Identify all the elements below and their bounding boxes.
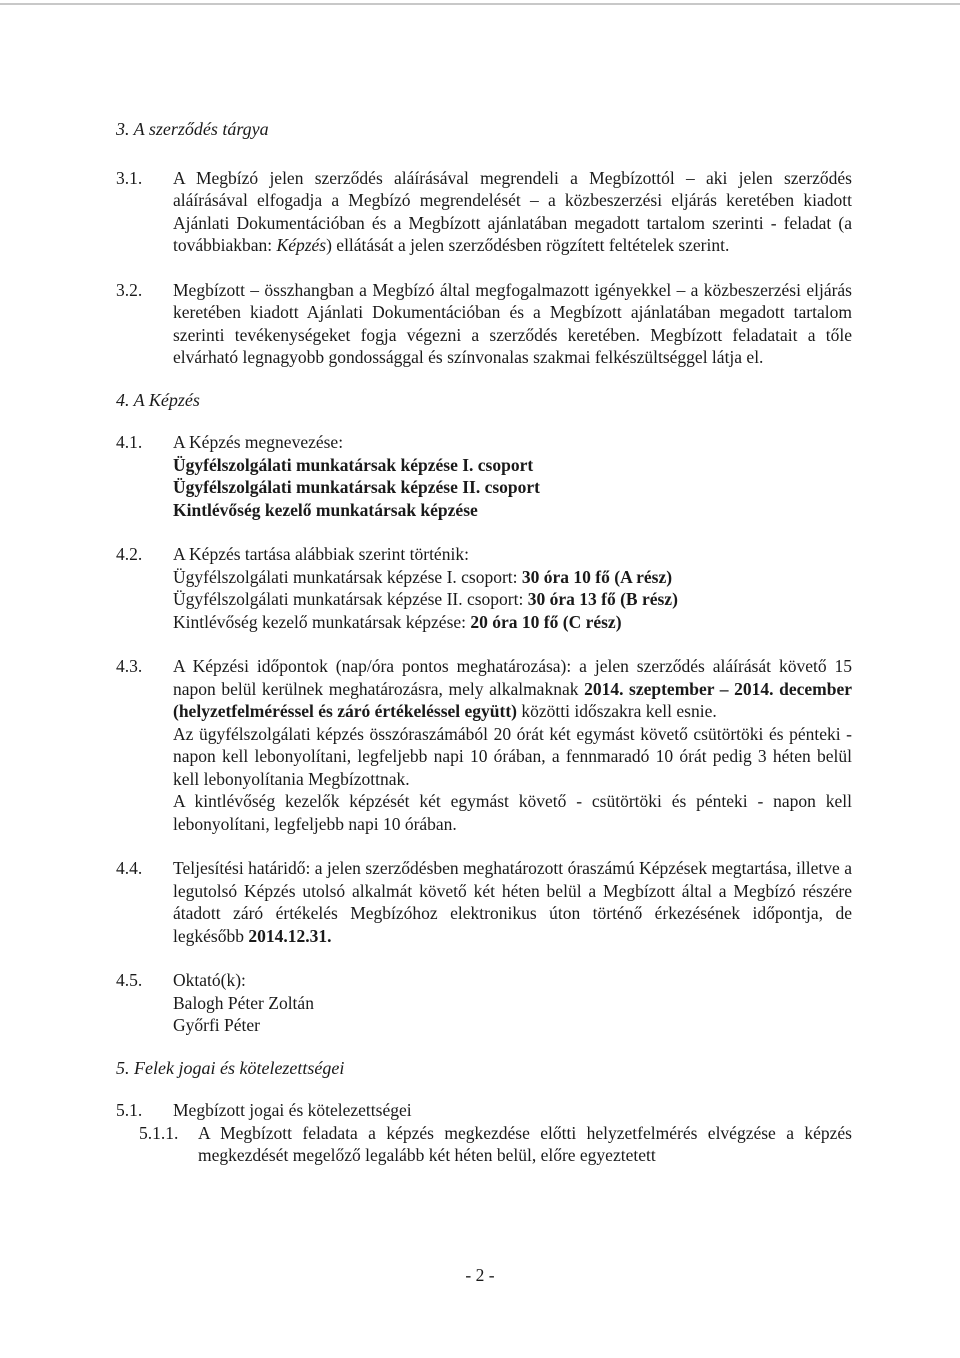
clause-number: 3.2. bbox=[116, 279, 143, 300]
clause-5-1 bbox=[116, 1099, 852, 1122]
clause-4-5 bbox=[116, 969, 852, 1037]
top-border-line bbox=[0, 3, 960, 5]
clause-intro: A Képzés tartása alábbiak szerint történik: bbox=[173, 544, 469, 564]
clause-number: 5.1.1. bbox=[139, 1122, 179, 1143]
clause-text: Megbízott – összhangban a Megbízó által megfogalmazott igényekkel – a közbeszerzési eljárás keretében kiadott Ajánlati Dokumentációban és a Megbízott ajánlatában megadott tartalom szerinti tevékenységeket fogja végezni a szerződés keretében. Megbízott feladatait a tőle elvárható legnagyobb gondossággal és színvonalas szakmai felkészültséggel látja el. bbox=[173, 279, 852, 367]
clause-text: A Képzési időpontok (nap/óra pontos meghatározása): a jelen szerződés aláírását követő 15 napon belül kerülnek meghatározásra, mely alkalmaknak 2014. szeptember – 2014. december (helyzetfelméréssel és záró értékeléssel együtt) közötti időszakra kell esnie. bbox=[173, 656, 852, 721]
clause-number: 4.3. bbox=[116, 656, 143, 676]
schedule-row-b: Ügyfélszolgálati munkatársak képzése II. csoport: 30 óra 13 fő (B rész) bbox=[173, 589, 678, 609]
section-3-title: 3. A szerződés tárgya bbox=[116, 119, 269, 139]
document-page bbox=[116, 118, 852, 1167]
clause-number: 4.4. bbox=[116, 858, 143, 878]
page-number: - 2 - bbox=[465, 1265, 495, 1285]
clause-number: 3.1. bbox=[116, 167, 143, 188]
clause-intro: A Képzés megnevezése: bbox=[173, 432, 344, 452]
schedule-row-c: Kintlévőség kezelő munkatársak képzése: 20 óra 10 fő (C rész) bbox=[173, 611, 622, 632]
clause-3-1 bbox=[116, 167, 852, 257]
clause-number: 4.5. bbox=[116, 970, 143, 990]
clause-text: Megbízott jogai és kötelezettségei bbox=[173, 1100, 412, 1120]
training-name-1: Ügyfélszolgálati munkatársak képzése I. csoport bbox=[173, 454, 534, 475]
clause-4-2 bbox=[116, 543, 852, 633]
training-name-2: Ügyfélszolgálati munkatársak képzése II. csoport bbox=[173, 477, 540, 497]
clause-text: A Megbízott feladata a képzés megkezdése előtti helyzetfelmérés elvégzése a képzés megkezdését megelőző legalább két héten belül, előre egyeztetett bbox=[198, 1122, 852, 1165]
period-dates: 2014. szeptember – 2014. december (helyzetfelméréssel és záró értékeléssel együtt) bbox=[173, 678, 852, 721]
term-kepzes: Képzés bbox=[276, 235, 327, 255]
instructor-2: Győrfi Péter bbox=[173, 1015, 260, 1035]
clause-5-1-1 bbox=[116, 1122, 852, 1167]
section-4-title: 4. A Képzés bbox=[116, 389, 200, 410]
clause-4-1 bbox=[116, 431, 852, 521]
clause-text: A Megbízó jelen szerződés aláírásával megrendeli a Megbízottól – aki jelen szerződés aláírásával elfogadja a Megbízó megrendelését – a közbeszerzési eljárás keretében kiadott Ajánlati Dokumentációban és a Megbízott ajánlatában megadott tartalom szerinti - feladat (a továbbiakban: Képzés) ellátását a jelen szerződésben rögzített feltételek szerint. bbox=[173, 167, 852, 255]
clause-number: 4.1. bbox=[116, 432, 143, 452]
clause-4-4 bbox=[116, 857, 852, 947]
clause-text-2: Az ügyfélszolgálati képzés összóraszámából 20 órát két egymást követő csütörtöki és pénteki - napon kell lebonyolítani, legfeljebb napi 10 órában, a fennmaradó 10 órát pedig 3 héten belül kell lebonyolítania Megbízottnak. bbox=[173, 723, 852, 789]
deadline-date: 2014.12.31. bbox=[248, 925, 332, 946]
clause-text-3: A kintlévőség kezelők képzését két egymást követő - csütörtöki és pénteki - napon kell lebonyolítani, legfeljebb napi 10 órában. bbox=[173, 791, 852, 834]
clause-3-2 bbox=[116, 279, 852, 369]
clause-text: Teljesítési határidő: a jelen szerződésben meghatározott óraszámú Képzések megtartása, illetve a legutolsó Képzés utolsó alkalmát követő két héten belül a Megbízott által a Megbízó részére átadott záró értékelés Megbízóhoz elektronikus úton történő érkezésének időpontja, de legkésőbb 2014.12.31. bbox=[173, 858, 852, 946]
clause-number: 5.1. bbox=[116, 1100, 143, 1120]
training-name-3: Kintlévőség kezelő munkatársak képzése bbox=[173, 499, 478, 520]
instructors-label: Oktató(k): bbox=[173, 970, 246, 990]
instructor-1: Balogh Péter Zoltán bbox=[173, 992, 314, 1013]
schedule-row-a: Ügyfélszolgálati munkatársak képzése I. csoport: 30 óra 10 fő (A rész) bbox=[173, 566, 673, 587]
clause-4-3 bbox=[116, 655, 852, 835]
section-5-title: 5. Felek jogai és kötelezettségei bbox=[116, 1057, 345, 1078]
clause-number: 4.2. bbox=[116, 544, 143, 564]
